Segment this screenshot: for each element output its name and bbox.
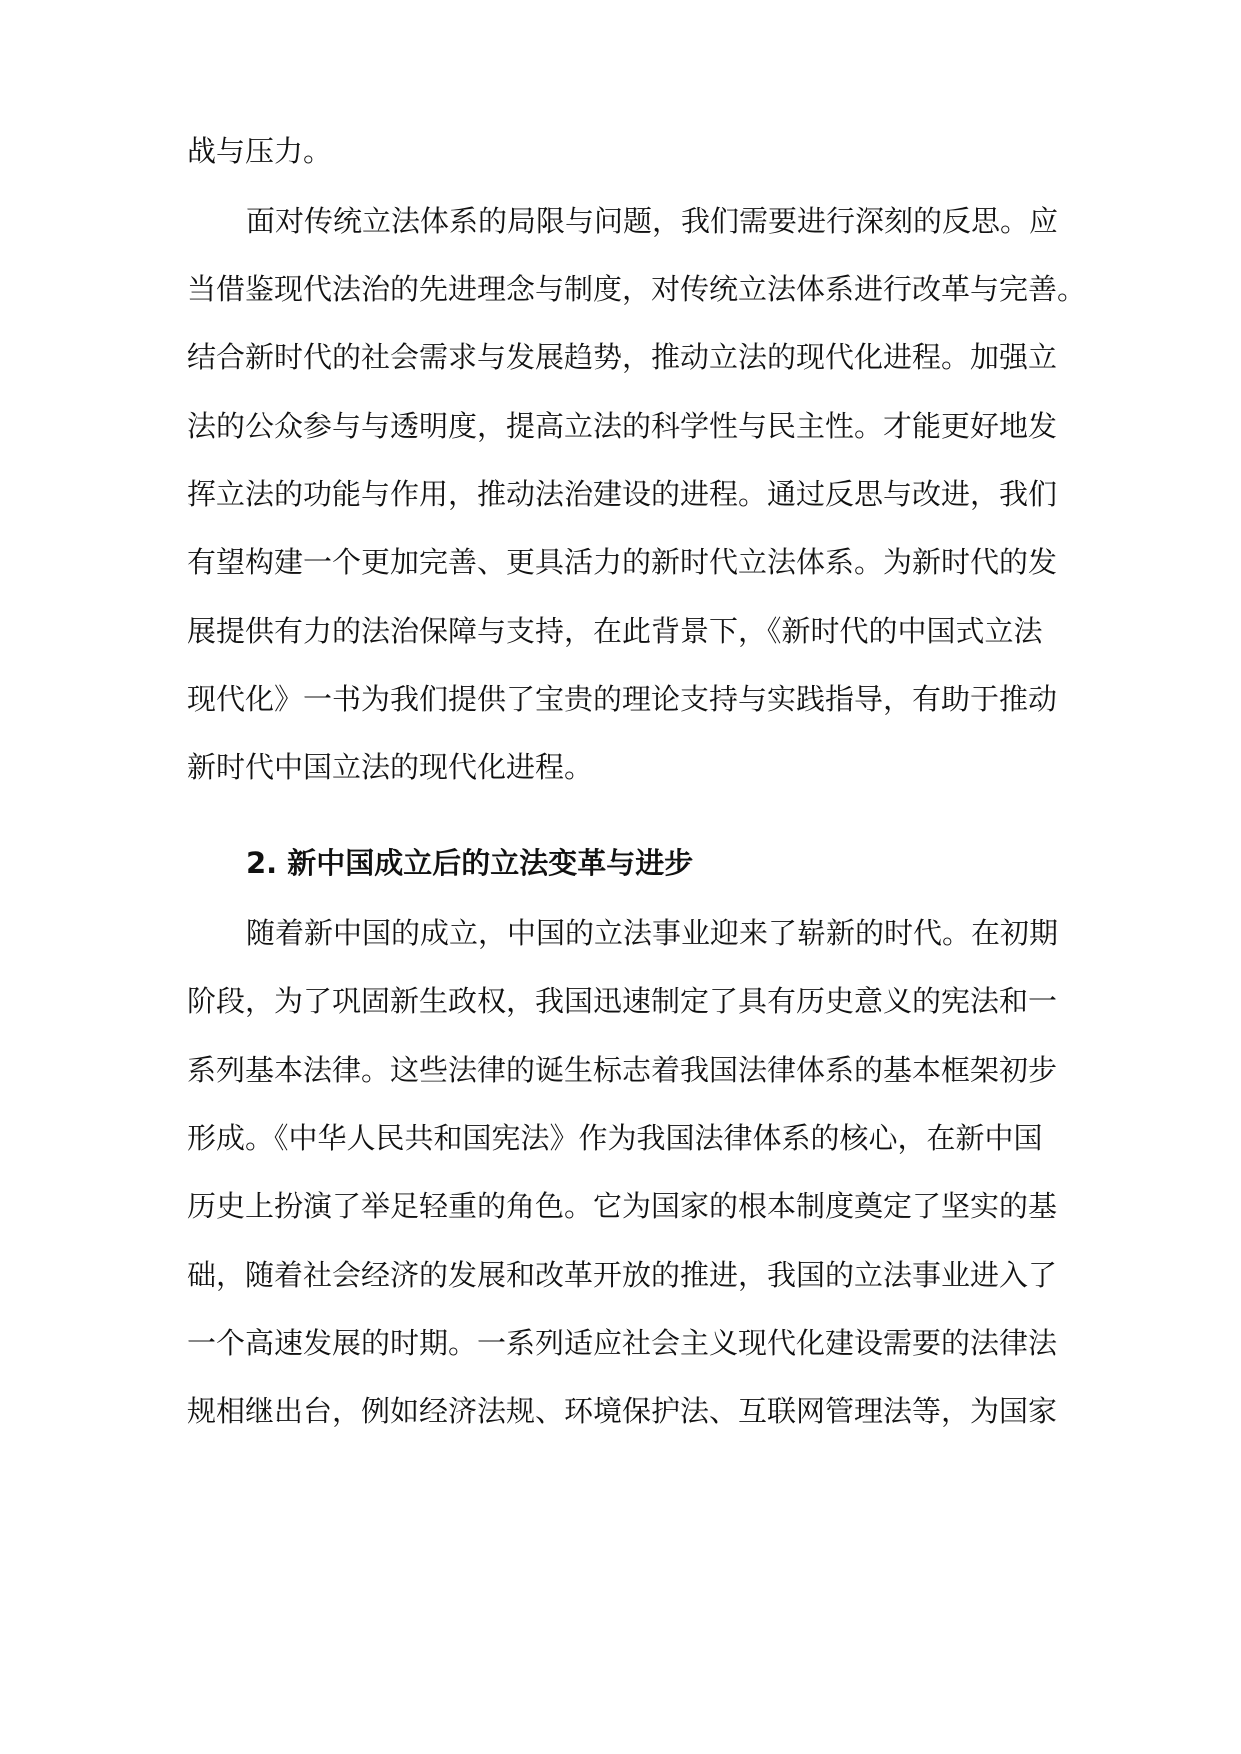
- text-line: 展提供有力的法治保障与支持，在此背景下，《新时代的中国式立法: [187, 614, 1043, 648]
- text-line: 一个高速发展的时期。一系列适应社会主义现代化建设需要的法律法: [187, 1326, 1058, 1360]
- text-line: 当借鉴现代法治的先进理念与制度，对传统立法体系进行改革与完善。: [187, 272, 1087, 306]
- text-line: 随着新中国的成立，中国的立法事业迎来了崭新的时代。在初期: [246, 916, 1059, 950]
- text-line: 规相继出台，例如经济法规、环境保护法、互联网管理法等，为国家: [187, 1394, 1058, 1428]
- text-line: 新时代中国立法的现代化进程。: [187, 750, 594, 784]
- text-line: 础，随着社会经济的发展和改革开放的推进，我国的立法事业进入了: [187, 1258, 1058, 1292]
- text-line: 法的公众参与与透明度，提高立法的科学性与民主性。才能更好地发: [187, 409, 1058, 443]
- text-line: 结合新时代的社会需求与发展趋势，推动立法的现代化进程。加强立: [187, 340, 1058, 374]
- text-line: 历史上扮演了举足轻重的角色。它为国家的根本制度奠定了坚实的基: [187, 1189, 1058, 1223]
- text-line: 有望构建一个更加完善、更具活力的新时代立法体系。为新时代的发: [187, 545, 1058, 579]
- text-line: 战与压力。: [187, 134, 333, 168]
- section-heading: 2. 新中国成立后的立法变革与进步: [246, 846, 694, 880]
- text-line: 面对传统立法体系的局限与问题，我们需要进行深刻的反思。应: [246, 204, 1059, 238]
- text-line: 阶段，为了巩固新生政权，我国迅速制定了具有历史意义的宪法和一: [187, 984, 1058, 1018]
- text-line: 系列基本法律。这些法律的诞生标志着我国法律体系的基本框架初步: [187, 1053, 1058, 1087]
- text-line: 现代化》一书为我们提供了宝贵的理论支持与实践指导，有助于推动: [187, 682, 1058, 716]
- text-line: 形成。《中华人民共和国宪法》作为我国法律体系的核心，在新中国: [187, 1121, 1043, 1155]
- text-line: 挥立法的功能与作用，推动法治建设的进程。通过反思与改进，我们: [187, 477, 1058, 511]
